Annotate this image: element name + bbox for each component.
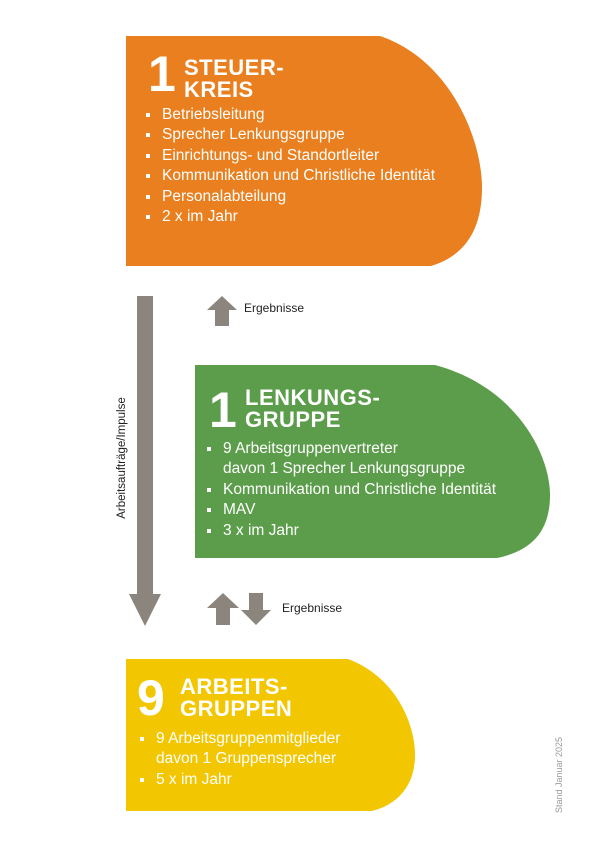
ergebnisse-top-label: Ergebnisse xyxy=(244,301,305,315)
list-item: 5 x im Jahr xyxy=(140,770,340,790)
list-item: Betriebsleitung xyxy=(146,105,435,125)
arbeitsauftraege-arrow xyxy=(129,296,161,626)
lenkungsgruppe-list xyxy=(207,439,496,541)
arbeitsgruppen-number: 9 xyxy=(137,670,165,726)
arbeitsgruppen-title-line2: GRUPPEN xyxy=(180,696,293,721)
lenkungsgruppe-title-line1: LENKUNGS- xyxy=(245,385,381,410)
arbeitsauftraege-label: Arbeitsaufträge/Impulse xyxy=(116,397,128,519)
list-item: Kommunikation und Christliche Identität xyxy=(146,166,435,186)
steuerkreis-title-line1: STEUER- xyxy=(184,55,285,80)
lenkungsgruppe-title-line2: GRUPPE xyxy=(245,407,341,432)
steuerkreis-box xyxy=(126,36,482,266)
steuerkreis-list xyxy=(146,105,435,227)
list-item: 9 Arbeitsgruppenvertreter davon 1 Sprecher Lenkungsgruppe xyxy=(207,439,496,480)
lenkungsgruppe-number: 1 xyxy=(209,382,237,438)
steuerkreis-title xyxy=(184,57,284,101)
list-item: Sprecher Lenkungsgruppe xyxy=(146,125,435,145)
list-item: Einrichtungs- und Standortleiter xyxy=(146,146,435,166)
arbeitsgruppen-title-line1: ARBEITS- xyxy=(180,674,288,699)
steuerkreis-title-line2: KREIS xyxy=(184,77,254,102)
list-item: 3 x im Jahr xyxy=(207,521,496,541)
arrow-up-icon xyxy=(207,593,239,625)
arrow-down-icon xyxy=(241,593,271,625)
arrow-down-icon xyxy=(129,296,161,626)
lenkungsgruppe-title xyxy=(245,387,380,431)
list-item: 2 x im Jahr xyxy=(146,207,435,227)
steuerkreis-number: 1 xyxy=(148,46,176,102)
ergebnisse-up-arrow xyxy=(207,296,237,326)
stand-label: Stand Januar 2025 xyxy=(554,736,564,814)
lenkungsgruppe-box xyxy=(195,365,550,558)
arbeitsgruppen-box xyxy=(126,659,415,811)
ergebnisse-bottom-label: Ergebnisse xyxy=(282,601,343,615)
arrow-up-icon xyxy=(207,296,237,326)
list-item: 9 Arbeitsgruppenmitglieder davon 1 Gruppensprecher xyxy=(140,729,340,770)
arbeitsgruppen-title xyxy=(180,676,292,720)
list-item: Kommunikation und Christliche Identität xyxy=(207,480,496,500)
list-item: Personalabteilung xyxy=(146,187,435,207)
arbeitsgruppen-list xyxy=(140,729,340,790)
list-item: MAV xyxy=(207,500,496,520)
ergebnisse-updown-arrows xyxy=(207,593,271,625)
